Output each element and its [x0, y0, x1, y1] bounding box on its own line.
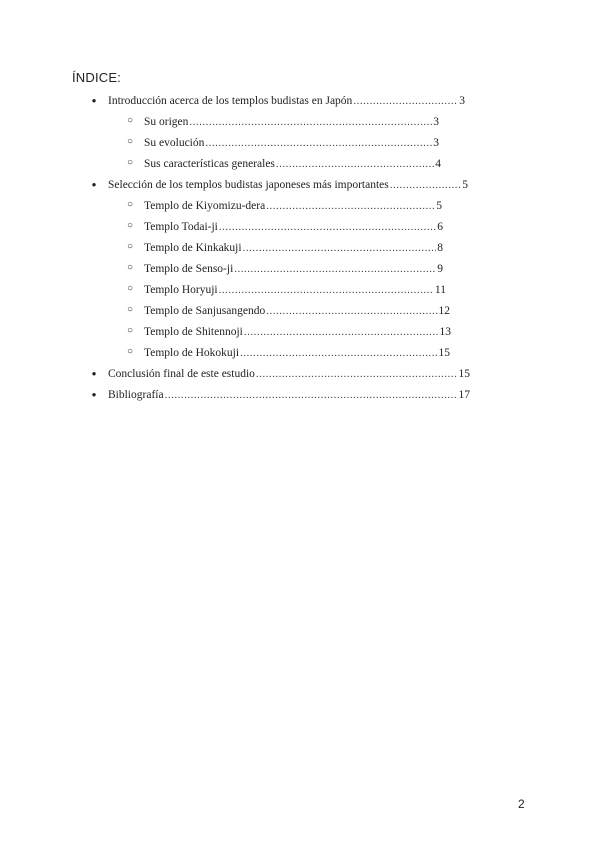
bullet-icon: ● [91, 390, 97, 399]
toc-entry-label: Introducción acerca de los templos budistas en Japón [108, 95, 353, 107]
toc-entry-hokokuji[interactable] [126, 346, 450, 360]
toc-entry-page: 5 [462, 179, 468, 191]
dot-leader [240, 346, 437, 360]
toc-entry-page: 6 [437, 221, 443, 233]
dot-leader [234, 262, 436, 276]
toc-entry-label: Sus características generales [144, 158, 275, 170]
toc-entry-label: Conclusión final de este estudio [108, 368, 255, 380]
dot-leader [276, 157, 434, 171]
circle-bullet-icon: ○ [126, 115, 134, 126]
dot-leader [353, 94, 458, 108]
toc-entry-page: 3 [433, 116, 439, 128]
toc-entry-label: Templo de Shitennoji [144, 326, 243, 338]
circle-bullet-icon: ○ [126, 241, 134, 252]
circle-bullet-icon: ○ [126, 262, 134, 273]
circle-bullet-icon: ○ [126, 220, 134, 231]
toc-entry-label: Templo de Senso-ji [144, 263, 234, 275]
toc-entry-shitennoji[interactable] [126, 325, 451, 339]
circle-bullet-icon: ○ [126, 136, 134, 147]
circle-bullet-icon: ○ [126, 325, 134, 336]
circle-bullet-icon: ○ [126, 304, 134, 315]
circle-bullet-icon: ○ [126, 199, 134, 210]
dot-leader [266, 199, 435, 213]
toc-entry-caracteristicas[interactable] [126, 157, 441, 171]
toc-entry-label: Selección de los templos budistas japoneses más importantes [108, 179, 389, 191]
dot-leader [266, 304, 437, 318]
toc-entry-page: 11 [434, 284, 446, 296]
circle-bullet-icon: ○ [126, 283, 134, 294]
dot-leader [219, 220, 436, 234]
dot-leader [219, 283, 434, 297]
toc-entry-label: Su evolución [144, 137, 205, 149]
toc-entry-page: 3 [459, 95, 465, 107]
toc-entry-label: Templo de Kinkakuji [144, 242, 242, 254]
toc-entry-label: Templo Todai-ji [144, 221, 218, 233]
toc-entry-senso-ji[interactable] [126, 262, 443, 276]
toc-entry-su-evolucion[interactable] [126, 136, 439, 150]
toc-entry-label: Templo Horyuji [144, 284, 218, 296]
dot-leader [390, 178, 462, 192]
toc-entry-todai-ji[interactable] [126, 220, 443, 234]
toc-entry-bibliografia[interactable] [91, 388, 470, 402]
dot-leader [244, 325, 439, 339]
toc-entry-page: 5 [436, 200, 442, 212]
circle-bullet-icon: ○ [126, 346, 134, 357]
toc-entry-page: 17 [458, 389, 470, 401]
bullet-icon: ● [91, 369, 97, 378]
bullet-icon: ● [91, 180, 97, 189]
dot-leader [189, 115, 432, 129]
toc-entry-kinkakuji[interactable] [126, 241, 443, 255]
toc-entry-label: Templo de Hokokuji [144, 347, 240, 359]
toc-entry-seleccion[interactable] [91, 178, 468, 192]
toc-entry-label: Templo de Kiyomizu-dera [144, 200, 266, 212]
toc-entry-label: Bibliografía [108, 389, 164, 401]
dot-leader [165, 388, 458, 402]
dot-leader [256, 367, 458, 381]
toc-entry-horyuji[interactable] [126, 283, 446, 297]
toc-entry-conclusion[interactable] [91, 367, 470, 381]
toc-entry-su-origen[interactable] [126, 115, 439, 129]
dot-leader [243, 241, 437, 255]
toc-entry-label: Templo de Sanjusangendo [144, 305, 266, 317]
toc-entry-page: 15 [458, 368, 470, 380]
toc-entry-page: 12 [438, 305, 450, 317]
toc-entry-page: 13 [439, 326, 451, 338]
page-title: ÍNDICE: [72, 70, 122, 85]
toc-entry-page: 3 [433, 137, 439, 149]
toc-entry-sanjusangendo[interactable] [126, 304, 450, 318]
toc-entry-label: Su origen [144, 116, 189, 128]
toc-entry-page: 8 [437, 242, 443, 254]
dot-leader [205, 136, 432, 150]
circle-bullet-icon: ○ [126, 157, 134, 168]
toc-entry-page: 4 [435, 158, 441, 170]
toc-entry-page: 9 [437, 263, 443, 275]
bullet-icon: ● [91, 96, 97, 105]
toc-entry-page: 15 [438, 347, 450, 359]
page-number: 2 [518, 797, 525, 811]
toc-entry-kiyomizu-dera[interactable] [126, 199, 442, 213]
toc-entry-introduccion[interactable] [91, 94, 465, 108]
